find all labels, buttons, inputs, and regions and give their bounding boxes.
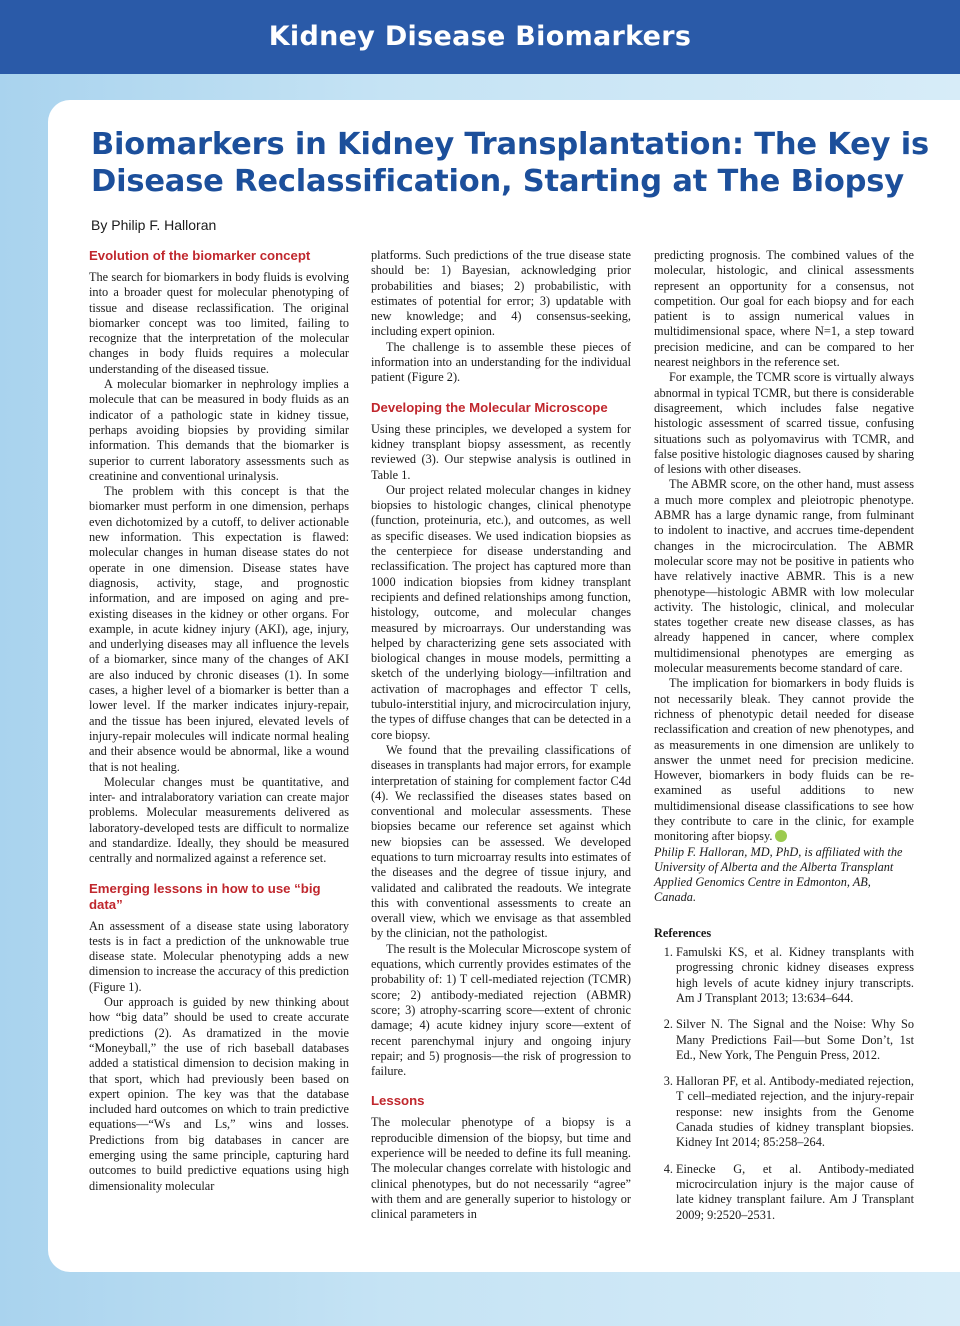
paragraph: The problem with this concept is that the biomarker must perform in one dimension, perhaps even dichotomized by a cutoff, to deliver actionable new information. This expectation is flawed: molecular changes in human disease states do not operate in one dimension. Disease states have diagnosis, activity, stage, and prognostic information, and are imposed on aging and pre-existing diseases in the kidney or other organs. For example, in acute kidney injury (AKI), age, injury, and underlying diseases may all influence the levels of a biomarker, since many of the changes of AKI are also induced by chronic diseases (1). In some cases, a higher level of a biomarker is better than a lower level. If the marker indicates injury-repair, and the tissue has been injured, elevated levels of injury-repair molecules will indicate normal healing and their absence would be abnormal, like a wound that is not healing. xyxy=(89,484,349,774)
paragraph xyxy=(654,676,914,844)
column-2 xyxy=(371,248,631,1223)
paragraph: An assessment of a disease state using laboratory tests is in fact a prediction of the unknowable true disease state. Molecular phenotyping adds a new dimension to increase the accuracy of this prediction (Figure 1). xyxy=(89,918,349,994)
reference-item: 2. Silver N. The Signal and the Noise: Why So Many Predictions Fail—but Some Don’t, 1st Ed., New York, The Penguin Press, 2012. xyxy=(676,1017,914,1063)
heading-lessons: Lessons xyxy=(371,1093,425,1109)
reference-item: 3. Halloran PF, et al. Antibody-mediated rejection, T cell–mediated rejection, and the injury-repair response: new insights from the Genome Canada studies of kidney transplant biopsies. Kidney Int 2014; 85:258–264. xyxy=(676,1074,914,1150)
paragraph: Our approach is guided by new thinking about how “big data” should be used to create accurate predictions (2). As dramatized in the movie “Moneyball,” the use of rich baseball databases added a statistical dimension to decision making in that sport, which had previously been based on expert opinion. The key was that the database included hard outcomes on which to train predictive equations—“Ws and Ls,” wins and losses. Predictions from big databases in cancer are emerging using the same principle, capturing hard outcomes to build predictive equations using high dimensionality molecular xyxy=(89,995,349,1193)
paragraph: The result is the Molecular Microscope system of equations, which currently provides estimates of the probability of: 1) T cell-mediated rejection (TCMR) score; 2) antibody-mediated rejection (ABMR) score; 3) atrophy-scarring score—extent of chronic damage; 4) acute kidney injury score—extent of recent parenchymal injury and ongoing injury repair; and 5) prognosis—the risk of progression to failure. xyxy=(371,941,631,1079)
section-banner xyxy=(0,0,960,74)
paragraph: The molecular phenotype of a biopsy is a reproducible dimension of the biopsy, but time and experience will be needed to define its full meaning. The molecular changes correlate with histologic and clinical phenotypes, but do not necessarily “agree” with them and are generally superior to histology or clinical parameters in xyxy=(371,1115,631,1222)
byline: By Philip F. Halloran xyxy=(91,217,217,233)
paragraph: Using these principles, we developed a system for kidney transplant biopsy assessment, as recently reviewed (3). Our stepwise analysis is outlined in Table 1. xyxy=(371,421,631,482)
heading-evolution: Evolution of the biomarker concept xyxy=(89,248,311,263)
end-of-article-dot-icon xyxy=(775,830,787,842)
column-3 xyxy=(654,248,914,1234)
paragraph-text: The implication for biomarkers in body fluids is not necessarily bleak. They cannot provide the richness of phenotypic detail needed for disease reclassification and creation of new phenotypes, and as measurements in one dimension are unlikely to answer the unmet need for precision medicine. However, biomarkers in body fluids can be re-examined as useful additions to new multidimensional disease classifications to see how they contribute to care in the clinic, for example monitoring after biopsy. xyxy=(654,676,914,844)
reference-item: 1. Famulski KS, et al. Kidney transplants with progressing chronic kidney diseases express high levels of acute kidney injury transcripts. Am J Transplant 2013; 13:634–644. xyxy=(676,945,914,1006)
references-list xyxy=(654,945,914,1223)
author-affiliation: Philip F. Halloran, MD, PhD, is affiliated with the University of Alberta and the Alberta Transplant Applied Genomics Centre in Edmonton, AB, Canada. xyxy=(654,844,903,905)
paragraph: For example, the TCMR score is virtually always abnormal in typical TCMR, but there is considerable disagreement, which includes false negative histologic assessment of scarred tissue, confusing situations such as polyomavirus with TCMR, and false positive histologic diagnoses caused by sharing of lesions with other diseases. xyxy=(654,370,914,477)
paragraph: Our project related molecular changes in kidney biopsies to histologic changes, clinical phenotype (function, proteinuria, etc.), and outcomes, as well as specific diseases. We used indication biopsies as the centerpiece for disease understanding and reclassification. The project has captured more than 1000 indication biopsies from kidney transplant recipients and defined relationships among function, histology, outcome, and molecular changes measured by microarrays. Our understanding was helped by characterizing gene sets associated with biological changes in mouse models, permitting a sketch of the underlying biology—infiltration and activation of macrophages and effector T cells, tubulo-interstitial injury, and microcirculation injury, the types of diffuse changes that can be detected in a core biopsy. xyxy=(371,482,631,742)
banner-title: Kidney Disease Biomarkers xyxy=(268,21,692,52)
paragraph: Molecular changes must be quantitative, and inter- and intralaboratory variation can create major problems. Molecular measurements delivered as laboratory-developed tests are difficult to normalize and standardize. Ideally, they should be measured centrally and normalized against a reference set. xyxy=(89,774,349,866)
reference-item: 4. Einecke G, et al. Antibody-mediated microcirculation injury is the major cause of late kidney transplant failure. Am J Transplant 2009; 9:2520–2531. xyxy=(676,1162,914,1223)
references-heading: References xyxy=(654,925,712,940)
column-1 xyxy=(89,248,349,1194)
paragraph: The challenge is to assemble these pieces of information into an understanding for the individual patient (Figure 2). xyxy=(371,339,631,385)
paragraph: We found that the prevailing classifications of diseases in transplants had major errors, for example interpretation of staining for complement factor C4d (4). We reclassified the diseases states based on conventional and molecular assessments. These biopsies became our reference set against which new biopsies can be assessed. We developed equations to turn microarray results into estimates of the diseases and the degree of tissue injury, and validated and calibrated the readouts. We integrate this with conventional assessments to create an overall view, which we envisage as that assembled by the clinician, not the pathologist. xyxy=(371,742,631,941)
paragraph: The search for biomarkers in body fluids is evolving into a broader quest for molecular phenotyping of tissue and disease reclassification. The original biomarker concept was too limited, failing to recognize that the interpretation of the molecular changes in body fluids requires a molecular understanding of the diseased tissue. xyxy=(89,270,349,376)
paragraph: predicting prognosis. The combined values of the molecular, histologic, and clinical assessments represent an opportunity for a consensus, not competition. Our goal for each biopsy and for each patient is to assign numerical values in multidimensional space, where N=1, a step toward precision medicine, and can be compared to her nearest neighbors in the reference set. xyxy=(654,248,914,370)
paragraph: The ABMR score, on the other hand, must assess a much more complex and pleiotropic phenotype. ABMR has a large dynamic range, from fulminant to indolent to inactive, and accrues time-dependent changes in the microcirculation. The ABMR molecular score may not be positive in patients who have relatively inactive ABMR. This is a new phenotype—histologic ABMR with low molecular activity. The histologic, clinical, and molecular states together create new disease classes, as has already happened in cancer, where complex multidimensional phenotypes are emerging as molecular measurements become standard of care. xyxy=(654,477,914,676)
paragraph: platforms. Such predictions of the true disease state should be: 1) Bayesian, acknowledging prior probabilities and biases; 2) probabilistic, with estimates of potential for error; 3) updatable with new knowledge; and 4) consensus-seeking, including expert opinion. xyxy=(371,248,631,339)
article-title: Biomarkers in Kidney Transplantation: The Key is Disease Reclassification, Starting at The Biopsy xyxy=(91,127,929,199)
paragraph: A molecular biomarker in nephrology implies a molecule that can be measured in body fluids as an indicator of a pathologic state in kidney tissue, perhaps avoiding biopsies by providing similar information. This demands that the biomarker is superior to current laboratory assessments such as creatinine and conventional urinalysis. xyxy=(89,377,349,483)
heading-emerging-lessons: Emerging lessons in how to use “big data” xyxy=(89,880,321,912)
heading-developing-molecular-microscope: Developing the Molecular Microscope xyxy=(371,399,608,415)
